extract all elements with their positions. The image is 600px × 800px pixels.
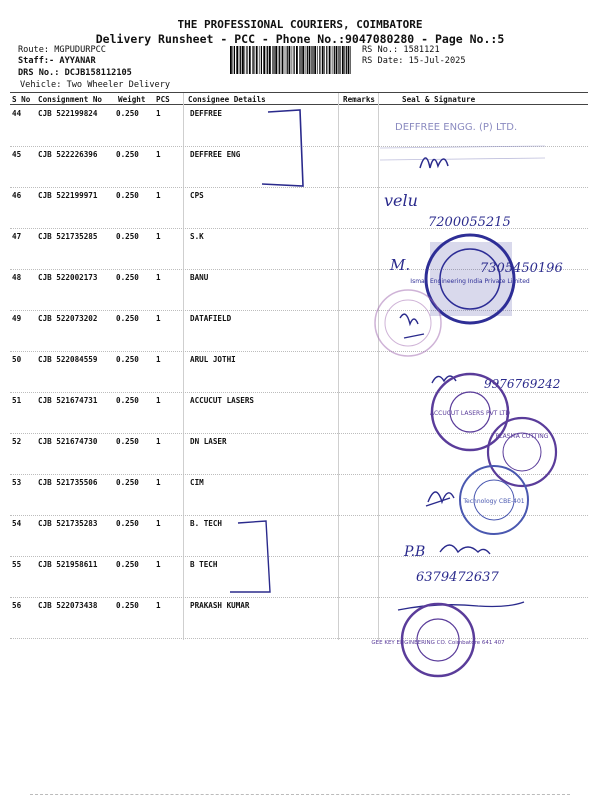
stamp-text: Technology CBE-401 — [463, 498, 525, 505]
bracket-mark — [262, 110, 303, 186]
row-consignment: CJB 521958611 — [38, 560, 98, 569]
col-weight: Weight — [118, 95, 146, 104]
handwritten-phone: 7200055215 — [428, 215, 511, 230]
drs-label: DRS No.: — [18, 68, 60, 78]
col-sno: S No — [12, 95, 31, 104]
row-sno: 51 — [12, 396, 22, 405]
bracket-mark — [230, 521, 270, 592]
row-pcs: 1 — [156, 560, 161, 569]
row-pcs: 1 — [156, 478, 161, 487]
row-sno: 48 — [12, 273, 22, 282]
row-consignment: CJB 522073438 — [38, 601, 98, 610]
row-weight: 0.250 — [116, 109, 139, 118]
row-weight: 0.250 — [116, 601, 139, 610]
row-weight: 0.250 — [116, 150, 139, 159]
row-sno: 56 — [12, 601, 22, 610]
row-consignment: CJB 521735506 — [38, 478, 98, 487]
company-stamp — [410, 235, 530, 323]
row-consignee: DEFFREE ENG — [190, 150, 241, 159]
staff-value: AYYANAR — [59, 56, 96, 66]
handwritten-phone: 7305450196 — [480, 261, 563, 276]
signature-mark — [420, 158, 448, 168]
row-weight: 0.250 — [116, 232, 139, 241]
stamp-text: Ismail Engineering India Private Limited — [410, 278, 530, 285]
stamp-text: PLASMA CUTTING — [495, 433, 549, 440]
handwritten-phone: 6379472637 — [416, 570, 499, 585]
rs-date-label: RS Date: — [362, 56, 404, 66]
row-consignment: CJB 521674730 — [38, 437, 98, 446]
row-consignee: BANU — [190, 273, 209, 282]
route-label: Route: — [18, 45, 50, 55]
row-pcs: 1 — [156, 437, 161, 446]
row-consignee: B TECH — [190, 560, 218, 569]
col-consignment: Consignment No — [38, 95, 103, 104]
row-consignee: CPS — [190, 191, 204, 200]
row-sno: 46 — [12, 191, 22, 200]
rs-date-value: 15-Jul-2025 — [408, 56, 466, 66]
row-pcs: 1 — [156, 273, 161, 282]
row-consignment: CJB 522084559 — [38, 355, 98, 364]
row-pcs: 1 — [156, 232, 161, 241]
signature-mark — [426, 492, 454, 506]
row-consignment: CJB 521674731 — [38, 396, 98, 405]
col-remarks: Remarks — [343, 95, 376, 104]
row-pcs: 1 — [156, 150, 161, 159]
stamp-text: DEFFREE ENGG. (P) LTD. — [395, 122, 518, 133]
row-consignee: CIM — [190, 478, 204, 487]
row-consignee: DEFFREE — [190, 109, 223, 118]
row-consignment: CJB 522199971 — [38, 191, 98, 200]
staff-label: Staff:- — [18, 56, 55, 66]
row-consignee: S.K — [190, 232, 204, 241]
row-pcs: 1 — [156, 314, 161, 323]
runsheet-title: THE PROFESSIONAL COURIERS, COIMBATORE — [177, 18, 423, 31]
row-consignee: ARUL JOTHI — [190, 355, 236, 364]
row-consignee: DN LASER — [190, 437, 227, 446]
rs-no-label: RS No.: — [362, 45, 399, 55]
stamp-text: GEE KEY ENGINEERING CO. Coimbatore 641 407 — [371, 640, 505, 646]
signature-mark — [440, 545, 490, 554]
row-weight: 0.250 — [116, 273, 139, 282]
row-pcs: 1 — [156, 355, 161, 364]
signature-mark — [400, 314, 424, 338]
row-sno: 47 — [12, 232, 22, 241]
row-weight: 0.250 — [116, 478, 139, 487]
row-consignment: CJB 521735283 — [38, 519, 98, 528]
col-pcs: PCS — [156, 95, 170, 104]
row-consignee: B. TECH — [190, 519, 223, 528]
row-sno: 49 — [12, 314, 22, 323]
row-sno: 55 — [12, 560, 22, 569]
row-sno: 50 — [12, 355, 22, 364]
handwritten-name: P.B — [404, 544, 426, 560]
row-consignee: ACCUCUT LASERS — [190, 396, 255, 405]
drs-value: DCJB158112105 — [64, 68, 132, 78]
rs-no-value: 1581121 — [403, 45, 440, 55]
handwritten-phone: 9976769242 — [484, 377, 561, 391]
handwritten-name: M. — [390, 256, 411, 274]
page-bottom-edge — [30, 794, 570, 795]
row-consignee: PRAKASH KUMAR — [190, 601, 250, 610]
row-sno: 45 — [12, 150, 22, 159]
company-stamp — [371, 604, 505, 676]
row-consignment: CJB 522002173 — [38, 273, 98, 282]
company-stamp — [460, 466, 528, 534]
row-pcs: 1 — [156, 519, 161, 528]
signature-mark — [398, 602, 524, 610]
row-weight: 0.250 — [116, 191, 139, 200]
row-pcs: 1 — [156, 109, 161, 118]
col-seal-signature: Seal & Signature — [402, 95, 476, 104]
row-weight: 0.250 — [116, 355, 139, 364]
row-consignment: CJB 522199824 — [38, 109, 98, 118]
company-stamp — [380, 122, 545, 160]
row-pcs: 1 — [156, 396, 161, 405]
row-pcs: 1 — [156, 191, 161, 200]
row-weight: 0.250 — [116, 314, 139, 323]
row-sno: 52 — [12, 437, 22, 446]
route-value: MGPUDURPCC — [54, 45, 106, 55]
handwritten-name: velu — [384, 191, 418, 210]
row-weight: 0.250 — [116, 396, 139, 405]
row-weight: 0.250 — [116, 519, 139, 528]
row-sno: 53 — [12, 478, 22, 487]
row-pcs: 1 — [156, 601, 161, 610]
row-consignee: DATAFIELD — [190, 314, 232, 323]
row-sno: 44 — [12, 109, 22, 118]
col-consignee: Consignee Details — [188, 95, 266, 104]
row-consignment: CJB 522226396 — [38, 150, 98, 159]
vehicle-line: Vehicle: Two Wheeler Delivery — [20, 80, 171, 90]
company-stamp — [375, 290, 441, 356]
company-stamp — [488, 418, 556, 486]
stamp-text: ACCUCUT LASERS PVT LTD — [429, 410, 511, 417]
row-consignment: CJB 522073202 — [38, 314, 98, 323]
row-consignment: CJB 521735285 — [38, 232, 98, 241]
row-weight: 0.250 — [116, 437, 139, 446]
runsheet-subtitle: Delivery Runsheet - PCC - Phone No.:9047080280 - Page No.:5 — [95, 32, 505, 46]
row-weight: 0.250 — [116, 560, 139, 569]
row-sno: 54 — [12, 519, 22, 528]
